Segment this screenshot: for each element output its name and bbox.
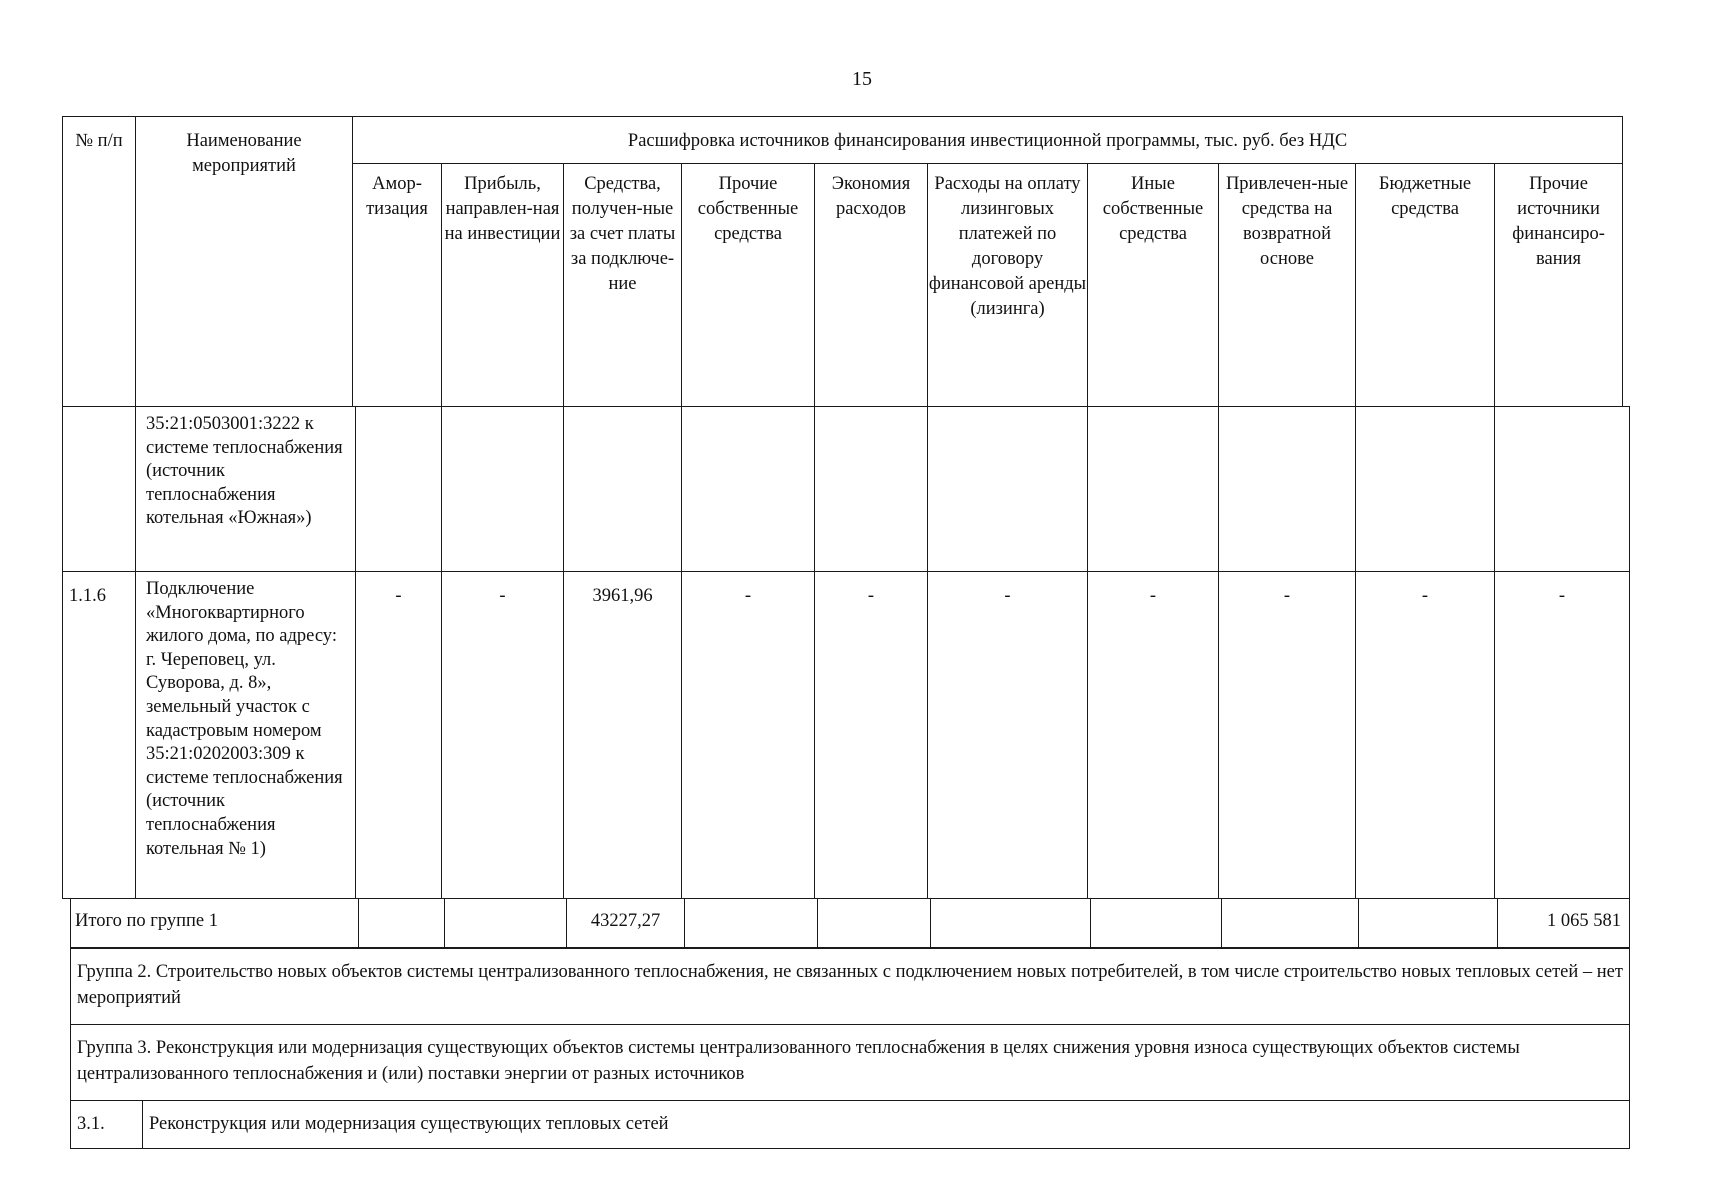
total-label: Итого по группе 1 (71, 899, 359, 948)
header-subcol: Прочие собственные средства (682, 164, 815, 407)
header-subcol: Расходы на оплату лизинговых платежей по договору финансовой аренды (лизинга) (928, 164, 1088, 407)
row-value: - (1088, 572, 1219, 899)
row-value (682, 407, 815, 572)
table-body (62, 406, 1630, 899)
table-row (63, 572, 1630, 899)
header-subcol: Привлечен-ные средства на возвратной основе (1219, 164, 1356, 407)
header-subcol: Прочие источники финансиро-вания (1495, 164, 1623, 407)
row-value (928, 407, 1088, 572)
table-row (63, 407, 1630, 572)
row-value (1495, 407, 1630, 572)
row-value (1088, 407, 1219, 572)
header-subcol: Средства, получен-ные за счет платы за подключе-ние (564, 164, 682, 407)
total-row (70, 898, 1630, 948)
row-value: - (356, 572, 442, 899)
total-value (445, 899, 567, 948)
row-value: - (1219, 572, 1356, 899)
row-value: - (815, 572, 928, 899)
group-2-heading: Группа 2. Строительство новых объектов системы централизованного теплоснабжения, не связанных с подключением новых потребителей, в том числе строительство новых тепловых сетей – нет мероприятий (71, 949, 1630, 1025)
row-value (356, 407, 442, 572)
header-subcol: Бюджетные средства (1356, 164, 1495, 407)
header-subcol: Прибыль, направлен-ная на инвестиции (442, 164, 564, 407)
group-3-heading: Группа 3. Реконструкция или модернизация существующих объектов системы централизованного теплоснабжения в целях снижения уровня износа существующих объектов системы централизованного теплоснабжения и (или) поставки энергии от разных источников (71, 1025, 1630, 1101)
header-subcol: Иные собственные средства (1088, 164, 1219, 407)
row-value: - (1356, 572, 1495, 899)
total-value (1359, 899, 1498, 948)
row-value (564, 407, 682, 572)
row-value: - (1495, 572, 1630, 899)
total-value (1091, 899, 1222, 948)
subsection-num: 3.1. (71, 1101, 143, 1149)
row-value (815, 407, 928, 572)
row-value: 3961,96 (564, 572, 682, 899)
groups-table (70, 948, 1630, 1149)
total-value (685, 899, 818, 948)
header-name: Наименование мероприятий (136, 117, 353, 407)
total-value (818, 899, 931, 948)
header-subcol: Экономия расходов (815, 164, 928, 407)
row-value: - (442, 572, 564, 899)
row-name: 35:21:0503001:3222 к системе теплоснабжения (источник теплоснабжения котельная «Южная») (136, 407, 356, 572)
total-value (931, 899, 1091, 948)
row-value (442, 407, 564, 572)
total-value: 43227,27 (567, 899, 685, 948)
header-sources: Расшифровка источников финансирования инвестиционной программы, тыс. руб. без НДС (353, 117, 1623, 164)
row-value (1356, 407, 1495, 572)
total-value (1222, 899, 1359, 948)
subsection-label: Реконструкция или модернизация существующих тепловых сетей (143, 1101, 1630, 1149)
total-value: 1 065 581 (1498, 899, 1630, 948)
row-num: 1.1.6 (63, 572, 136, 899)
table-header (62, 116, 1623, 407)
row-value: - (928, 572, 1088, 899)
row-name: Подключение «Многоквартирного жилого дома, по адресу: г. Череповец, ул. Суворова, д. 8», земельный участок с кадастровым номером 35:21:0202003:309 к системе теплоснабжения (источник теплоснабжения котельная № 1) (136, 572, 356, 899)
row-num (63, 407, 136, 572)
total-value (359, 899, 445, 948)
page-number: 15 (852, 68, 872, 90)
row-value: - (682, 572, 815, 899)
header-num: № п/п (63, 117, 136, 407)
row-value (1219, 407, 1356, 572)
header-subcol: Амор-тизация (353, 164, 442, 407)
